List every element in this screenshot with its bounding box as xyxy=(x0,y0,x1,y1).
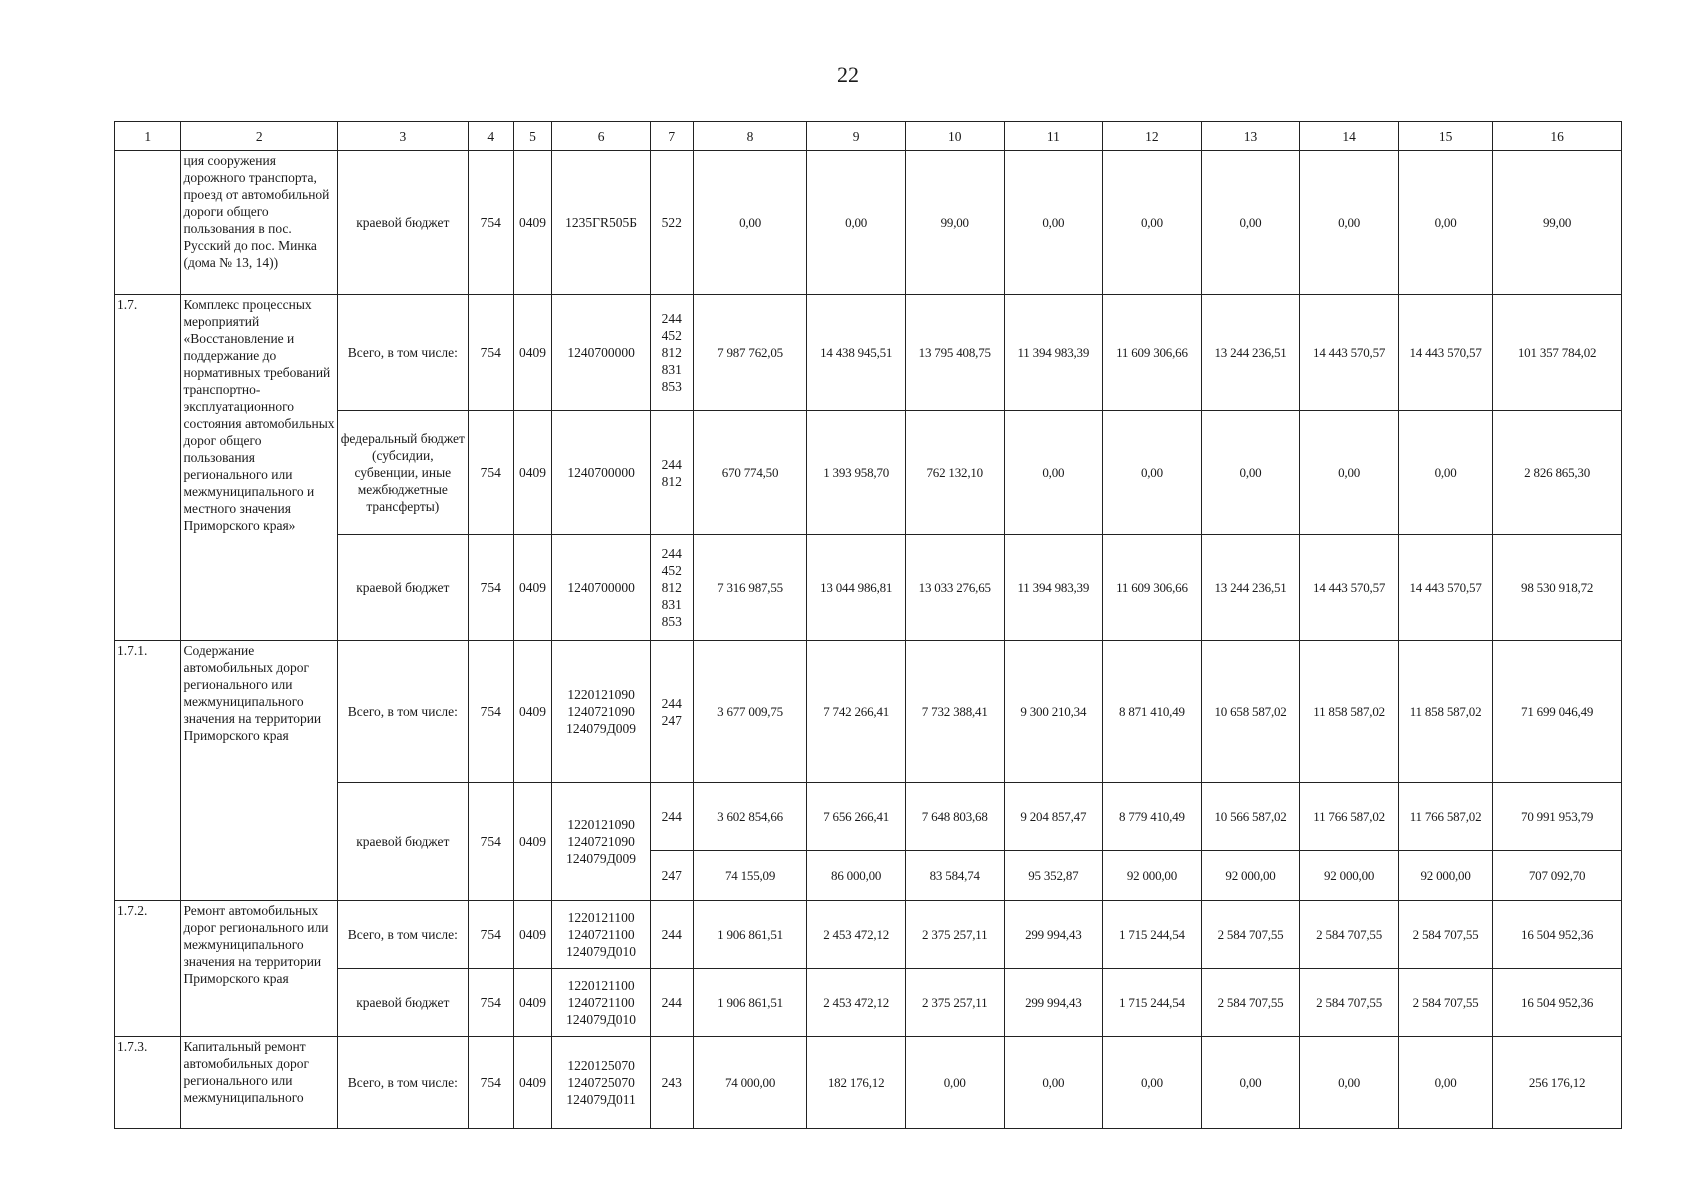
row-number: 1.7.2. xyxy=(115,901,181,1037)
cell: 83 584,74 xyxy=(905,851,1004,901)
cell: 13 044 986,81 xyxy=(807,535,906,641)
cell: 11 766 587,02 xyxy=(1398,783,1492,851)
cell: 0,00 xyxy=(1300,411,1399,535)
cell: 10 658 587,02 xyxy=(1201,641,1300,783)
col-header: 15 xyxy=(1398,122,1492,151)
cell: 7 648 803,68 xyxy=(905,783,1004,851)
cell: 2 453 472,12 xyxy=(807,901,906,969)
cell: 16 504 952,36 xyxy=(1493,901,1622,969)
funding-source: краевой бюджет xyxy=(337,783,468,901)
cell: 7 987 762,05 xyxy=(693,295,807,411)
table-row xyxy=(115,1037,1622,1129)
cell: 0,00 xyxy=(1103,1037,1202,1129)
cell: 2 584 707,55 xyxy=(1201,901,1300,969)
table-row xyxy=(115,783,1622,851)
table-row xyxy=(115,411,1622,535)
cell: 13 244 236,51 xyxy=(1201,535,1300,641)
cell: 0,00 xyxy=(905,1037,1004,1129)
cell: 0409 xyxy=(513,411,552,535)
cell: 7 316 987,55 xyxy=(693,535,807,641)
cell: 762 132,10 xyxy=(905,411,1004,535)
cell: 2 584 707,55 xyxy=(1300,969,1399,1037)
cell: 11 858 587,02 xyxy=(1300,641,1399,783)
cell: 754 xyxy=(468,1037,513,1129)
cell: 7 656 266,41 xyxy=(807,783,906,851)
cell: 70 991 953,79 xyxy=(1493,783,1622,851)
cell: 92 000,00 xyxy=(1103,851,1202,901)
cell: 0,00 xyxy=(1201,151,1300,295)
cell: 0,00 xyxy=(1004,151,1103,295)
row-number xyxy=(115,151,181,295)
cell: 1235ГR505Б xyxy=(552,151,651,295)
cell: 1 715 244,54 xyxy=(1103,969,1202,1037)
cell: 1240700000 xyxy=(552,411,651,535)
cell: 2 453 472,12 xyxy=(807,969,906,1037)
cell: 0409 xyxy=(513,783,552,901)
funding-source: Всего, в том числе: xyxy=(337,295,468,411)
cell: 182 176,12 xyxy=(807,1037,906,1129)
table-row xyxy=(115,901,1622,969)
cell: 754 xyxy=(468,535,513,641)
cell: 2 375 257,11 xyxy=(905,901,1004,969)
funding-source: краевой бюджет xyxy=(337,151,468,295)
col-header: 7 xyxy=(650,122,693,151)
cell: 2 584 707,55 xyxy=(1398,969,1492,1037)
cell: 244 812 xyxy=(650,411,693,535)
col-header: 10 xyxy=(905,122,1004,151)
cell: 754 xyxy=(468,969,513,1037)
col-header: 8 xyxy=(693,122,807,151)
cell: 99,00 xyxy=(1493,151,1622,295)
cell: 1220121090 1240721090 124079Д009 xyxy=(552,641,651,783)
row-number: 1.7.3. xyxy=(115,1037,181,1129)
table-row xyxy=(115,641,1622,783)
funding-source: краевой бюджет xyxy=(337,969,468,1037)
cell: 0409 xyxy=(513,295,552,411)
cell: 101 357 784,02 xyxy=(1493,295,1622,411)
cell: 1220125070 1240725070 124079Д011 xyxy=(552,1037,651,1129)
table-row xyxy=(115,969,1622,1037)
cell: 243 xyxy=(650,1037,693,1129)
cell: 0,00 xyxy=(693,151,807,295)
cell: 522 xyxy=(650,151,693,295)
col-header: 3 xyxy=(337,122,468,151)
cell: 7 742 266,41 xyxy=(807,641,906,783)
cell: 99,00 xyxy=(905,151,1004,295)
cell: 0,00 xyxy=(1103,151,1202,295)
cell: 71 699 046,49 xyxy=(1493,641,1622,783)
page-number: 22 xyxy=(837,62,859,87)
cell: 74 155,09 xyxy=(693,851,807,901)
cell: 0409 xyxy=(513,641,552,783)
cell: 2 584 707,55 xyxy=(1300,901,1399,969)
cell: 3 602 854,66 xyxy=(693,783,807,851)
cell: 14 443 570,57 xyxy=(1300,295,1399,411)
cell: 244 xyxy=(650,901,693,969)
col-header: 5 xyxy=(513,122,552,151)
cell: 0,00 xyxy=(1300,151,1399,295)
cell: 13 244 236,51 xyxy=(1201,295,1300,411)
budget-table xyxy=(114,121,1622,1129)
cell: 92 000,00 xyxy=(1398,851,1492,901)
cell: 14 443 570,57 xyxy=(1398,295,1492,411)
col-header: 2 xyxy=(181,122,337,151)
row-number: 1.7.1. xyxy=(115,641,181,901)
cell: 11 394 983,39 xyxy=(1004,295,1103,411)
cell: 95 352,87 xyxy=(1004,851,1103,901)
cell: 299 994,43 xyxy=(1004,969,1103,1037)
cell: 14 438 945,51 xyxy=(807,295,906,411)
measure-name: Содержание автомобильных дорог регионального или межмуниципального значения на территории Приморского края xyxy=(181,641,337,901)
table-row xyxy=(115,151,1622,295)
cell: 754 xyxy=(468,901,513,969)
cell: 16 504 952,36 xyxy=(1493,969,1622,1037)
cell: 0409 xyxy=(513,901,552,969)
col-header: 4 xyxy=(468,122,513,151)
table-row xyxy=(115,295,1622,411)
measure-name: Ремонт автомобильных дорог регионального или межмуниципального значения на территории Приморского края xyxy=(181,901,337,1037)
cell: 1 906 861,51 xyxy=(693,901,807,969)
cell: 3 677 009,75 xyxy=(693,641,807,783)
cell: 8 779 410,49 xyxy=(1103,783,1202,851)
cell: 10 566 587,02 xyxy=(1201,783,1300,851)
col-header: 16 xyxy=(1493,122,1622,151)
col-header: 11 xyxy=(1004,122,1103,151)
col-header: 9 xyxy=(807,122,906,151)
column-number-row xyxy=(115,122,1622,151)
cell: 98 530 918,72 xyxy=(1493,535,1622,641)
cell: 0,00 xyxy=(1103,411,1202,535)
cell: 1240700000 xyxy=(552,295,651,411)
funding-source: Всего, в том числе: xyxy=(337,641,468,783)
cell: 1 715 244,54 xyxy=(1103,901,1202,969)
cell: 1220121100 1240721100 124079Д010 xyxy=(552,969,651,1037)
cell: 707 092,70 xyxy=(1493,851,1622,901)
cell: 0,00 xyxy=(1398,151,1492,295)
cell: 256 176,12 xyxy=(1493,1037,1622,1129)
col-header: 13 xyxy=(1201,122,1300,151)
funding-source: Всего, в том числе: xyxy=(337,1037,468,1129)
cell: 0,00 xyxy=(1300,1037,1399,1129)
cell: 11 609 306,66 xyxy=(1103,295,1202,411)
funding-source: федеральный бюджет (субсидии, субвенции, иные межбюджетные трансферты) xyxy=(337,411,468,535)
cell: 0,00 xyxy=(1004,1037,1103,1129)
cell: 0,00 xyxy=(1398,1037,1492,1129)
table-row xyxy=(115,535,1622,641)
cell: 92 000,00 xyxy=(1201,851,1300,901)
cell: 9 204 857,47 xyxy=(1004,783,1103,851)
cell: 0,00 xyxy=(1398,411,1492,535)
cell: 1 393 958,70 xyxy=(807,411,906,535)
cell: 247 xyxy=(650,851,693,901)
cell: 244 247 xyxy=(650,641,693,783)
cell: 1220121100 1240721100 124079Д010 xyxy=(552,901,651,969)
cell: 0409 xyxy=(513,1037,552,1129)
cell: 0,00 xyxy=(1201,1037,1300,1129)
cell: 754 xyxy=(468,295,513,411)
cell: 13 795 408,75 xyxy=(905,295,1004,411)
cell: 754 xyxy=(468,783,513,901)
cell: 2 375 257,11 xyxy=(905,969,1004,1037)
cell: 670 774,50 xyxy=(693,411,807,535)
col-header: 6 xyxy=(552,122,651,151)
cell: 2 584 707,55 xyxy=(1398,901,1492,969)
cell: 1 906 861,51 xyxy=(693,969,807,1037)
cell: 754 xyxy=(468,641,513,783)
cell: 13 033 276,65 xyxy=(905,535,1004,641)
cell: 92 000,00 xyxy=(1300,851,1399,901)
col-header: 1 xyxy=(115,122,181,151)
cell: 11 394 983,39 xyxy=(1004,535,1103,641)
cell: 754 xyxy=(468,151,513,295)
col-header: 12 xyxy=(1103,122,1202,151)
cell: 0409 xyxy=(513,535,552,641)
cell: 11 609 306,66 xyxy=(1103,535,1202,641)
cell: 0,00 xyxy=(1201,411,1300,535)
cell: 14 443 570,57 xyxy=(1300,535,1399,641)
cell: 1220121090 1240721090 124079Д009 xyxy=(552,783,651,901)
cell: 0,00 xyxy=(1004,411,1103,535)
col-header: 14 xyxy=(1300,122,1399,151)
cell: 11 766 587,02 xyxy=(1300,783,1399,851)
cell: 74 000,00 xyxy=(693,1037,807,1129)
cell: 299 994,43 xyxy=(1004,901,1103,969)
cell: 244 xyxy=(650,783,693,851)
cell: 244 452 812 831 853 xyxy=(650,295,693,411)
cell: 14 443 570,57 xyxy=(1398,535,1492,641)
cell: 0409 xyxy=(513,151,552,295)
cell: 0,00 xyxy=(807,151,906,295)
cell: 2 826 865,30 xyxy=(1493,411,1622,535)
cell: 9 300 210,34 xyxy=(1004,641,1103,783)
cell: 8 871 410,49 xyxy=(1103,641,1202,783)
cell: 11 858 587,02 xyxy=(1398,641,1492,783)
cell: 244 452 812 831 853 xyxy=(650,535,693,641)
row-number: 1.7. xyxy=(115,295,181,641)
funding-source: Всего, в том числе: xyxy=(337,901,468,969)
measure-name: Капитальный ремонт автомобильных дорог регионального или межмуниципального xyxy=(181,1037,337,1129)
measure-name: Комплекс процессных мероприятий «Восстановление и поддержание до нормативных требований транспортно-эксплуатационного состояния автомобильных дорог общего пользования регионального или межмуниципального и местного значения Приморского края» xyxy=(181,295,337,641)
cell: 86 000,00 xyxy=(807,851,906,901)
measure-name: ция сооружения дорожного транспорта, проезд от автомобильной дороги общего пользования в пос. Русский до пос. Минка (дома № 13, 14)) xyxy=(181,151,337,295)
cell: 7 732 388,41 xyxy=(905,641,1004,783)
cell: 754 xyxy=(468,411,513,535)
cell: 2 584 707,55 xyxy=(1201,969,1300,1037)
cell: 0409 xyxy=(513,969,552,1037)
funding-source: краевой бюджет xyxy=(337,535,468,641)
cell: 244 xyxy=(650,969,693,1037)
cell: 1240700000 xyxy=(552,535,651,641)
